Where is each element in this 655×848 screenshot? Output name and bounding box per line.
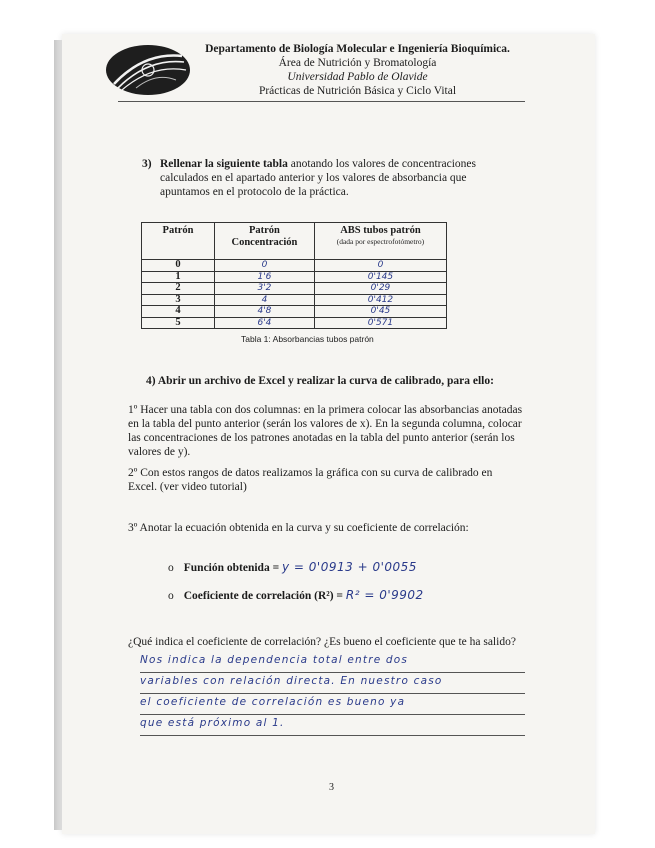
table-row [142,260,447,272]
table-header-row [142,223,447,260]
cell-patron: 2 [142,283,215,295]
table-row [142,306,447,318]
header-concentracion-line1: Patrón [248,225,280,236]
header-abs [314,223,446,260]
cell-patron: 4 [142,306,215,318]
header-department: Departamento de Biología Molecular e Ingeniería Bioquímica. [205,43,510,55]
cell-concentracion: 3'2 [215,283,315,295]
step-1: 1º Hacer una tabla con dos columnas: en la primera colocar las absorbancias anotadas en la tabla del punto anterior (serán los valores de x). En la segunda columna, colocar las concentraciones de los patrones anotadas en la tabla del punto anterior (serán los valores de y). [128,404,523,458]
header-area: Área de Nutrición y Bromatología [278,57,437,69]
answer-rule [140,735,525,736]
answer-line-1: Nos indica la dependencia total entre dos [140,654,409,666]
cell-abs: 0'29 [314,283,446,295]
document-header [190,42,525,98]
header-concentracion-line2: Concentración [231,237,298,248]
cell-concentracion: 1'6 [215,271,315,283]
section-3-bold: Rellenar la siguiente tabla [160,158,288,170]
cell-concentracion: 0 [215,260,315,272]
header-patron: Patrón [142,223,215,260]
step-3: 3º Anotar la ecuación obtenida en la curva y su coeficiente de correlación: [128,522,469,534]
section-3 [142,157,517,199]
table-row [142,294,447,306]
section-4-title: 4) Abrir un archivo de Excel y realizar la curva de calibrado, para ello: [146,375,494,387]
cell-abs: 0 [314,260,446,272]
table-row [142,271,447,283]
question-text: ¿Qué indica el coeficiente de correlación? ¿Es bueno el coeficiente que te ha salido? [128,636,516,648]
cell-abs: 0'145 [314,271,446,283]
cell-concentracion: 4 [215,294,315,306]
university-logo [104,44,192,96]
cell-concentracion: 6'4 [215,317,315,329]
cell-patron: 1 [142,271,215,283]
header-course: Prácticas de Nutrición Básica y Ciclo Vital [258,85,457,97]
header-abs-title: ABS tubos patrón [340,225,421,236]
page-number: 3 [329,782,334,793]
answer-line-3: el coeficiente de correlación es bueno ya [140,696,406,708]
funcion-value: y = 0'0913 + 0'0055 [282,560,417,574]
answer-rule [140,693,525,694]
table-row [142,283,447,295]
header-university: Universidad Pablo de Olavide [287,71,428,83]
header-divider [118,101,525,102]
answer-line-2: variables con relación directa. En nuestro caso [140,675,443,687]
cell-patron: 0 [142,260,215,272]
section-3-text: anotando los valores de concentraciones calculados en el apartado anterior y los valores de absorbancia que apuntamos en el protocolo de la práctica. [160,158,476,198]
funcion-label: Función obtenida = [183,562,283,574]
cell-patron: 5 [142,317,215,329]
header-abs-note: (dada por espectrofotómetro) [336,237,425,246]
table-row [142,317,447,329]
bullet-funcion: o Función obtenida = y = 0'0913 + 0'0055 [168,560,417,574]
cell-abs: 0'571 [314,317,446,329]
cell-abs: 0'412 [314,294,446,306]
header-concentracion [215,223,315,260]
patron-table [141,222,447,329]
cell-abs: 0'45 [314,306,446,318]
section-3-number: 3) [142,158,152,170]
bullet-coeficiente: o Coeficiente de correlación (R²) = R² = 0'9902 [168,588,424,602]
step-2: 2º Con estos rangos de datos realizamos la gráfica con su curva de calibrado en Excel. (ver video tutorial) [128,467,493,493]
answer-rule [140,714,525,715]
cell-patron: 3 [142,294,215,306]
answer-rule [140,672,525,673]
coef-label: Coeficiente de correlación (R²) = [183,590,346,602]
coef-value: R² = 0'9902 [345,588,424,602]
answer-line-4: que está próximo al 1. [140,717,285,729]
cell-concentracion: 4'8 [215,306,315,318]
table-caption: Tabla 1: Absorbancias tubos patrón [241,334,374,344]
